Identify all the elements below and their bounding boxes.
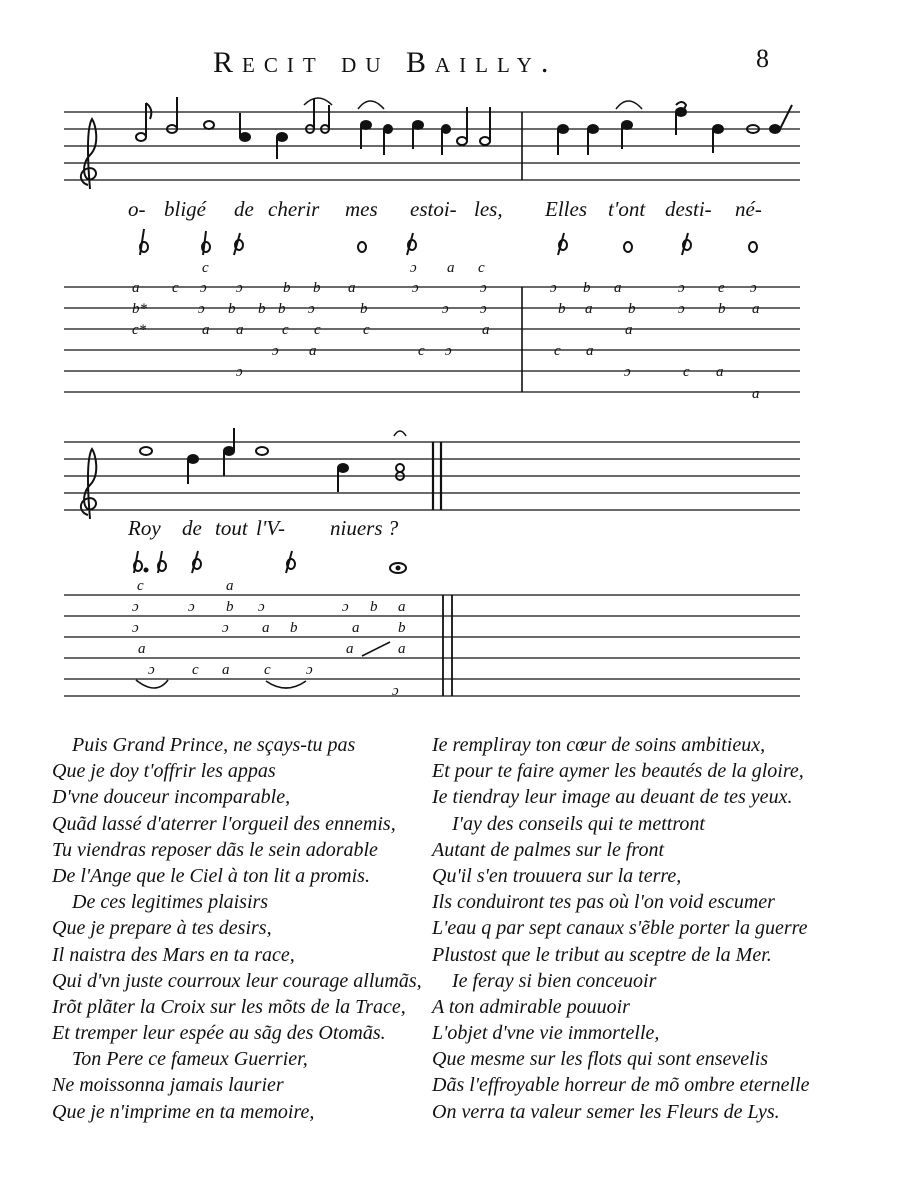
svg-text:b: b <box>283 280 291 296</box>
svg-text:c: c <box>172 280 179 296</box>
svg-text:ɔ: ɔ <box>480 301 487 317</box>
svg-text:a: a <box>447 260 455 276</box>
svg-text:a: a <box>625 322 633 338</box>
svg-text:c: c <box>202 260 209 276</box>
svg-text:ɔ: ɔ <box>342 599 349 615</box>
verse-line: Il naistra des Mars en ta race, <box>52 943 295 966</box>
svg-text:a: a <box>752 301 760 317</box>
svg-text:a: a <box>346 641 354 657</box>
verse-line: Que je prepare à tes desirs, <box>52 917 272 940</box>
voice-staff-1 <box>0 85 898 195</box>
verse-line: Et pour te faire aymer les beautés de la gloire, <box>432 760 804 783</box>
verse-line: Ton Pere ce fameux Guerrier, <box>72 1048 308 1071</box>
lyrics-line-2 <box>0 516 898 542</box>
svg-text:a: a <box>226 578 234 594</box>
svg-text:b*: b* <box>132 301 147 317</box>
svg-text:a: a <box>132 280 140 296</box>
svg-text:c: c <box>264 662 271 678</box>
lute-tablature-1 <box>0 225 898 405</box>
voice-staff-2 <box>0 420 898 530</box>
svg-text:a: a <box>716 364 724 380</box>
lyric-syllable: niuers ? <box>330 516 399 540</box>
svg-text:b: b <box>258 301 266 317</box>
svg-text:b: b <box>360 301 368 317</box>
svg-text:ɔ: ɔ <box>236 364 243 380</box>
svg-text:a: a <box>309 343 317 359</box>
svg-text:a: a <box>262 620 270 636</box>
verse-line: Que mesme sur les flots qui sont ensevelis <box>432 1048 769 1071</box>
svg-text:ɔ: ɔ <box>410 260 417 276</box>
verse-line: A ton admirable pouuoir <box>432 995 630 1018</box>
lyric-syllable: tout <box>215 516 248 540</box>
svg-text:b: b <box>718 301 726 317</box>
svg-text:a: a <box>202 322 210 338</box>
svg-text:a: a <box>752 386 760 402</box>
svg-text:ɔ: ɔ <box>236 280 243 296</box>
lyric-syllable: estoi- <box>410 197 457 221</box>
svg-text:a: a <box>222 662 230 678</box>
svg-text:a: a <box>236 322 244 338</box>
svg-text:ɔ: ɔ <box>442 301 449 317</box>
svg-text:e: e <box>718 280 725 296</box>
lyric-syllable: mes <box>345 197 378 221</box>
svg-text:ɔ: ɔ <box>222 620 229 636</box>
svg-text:b: b <box>290 620 298 636</box>
svg-text:b: b <box>628 301 636 317</box>
lyric-syllable: de <box>182 516 202 540</box>
svg-text:ɔ: ɔ <box>200 280 207 296</box>
svg-text:c: c <box>683 364 690 380</box>
verse-line: Quãd lassé d'aterrer l'orgueil des ennemis, <box>52 812 396 835</box>
svg-text:ɔ: ɔ <box>188 599 195 615</box>
verse-line: L'eau q par sept canaux s'ẽble porter la guerre <box>432 917 808 940</box>
verse-line: L'objet d'vne vie immortelle, <box>432 1022 660 1045</box>
running-header <box>0 44 898 84</box>
svg-text:ɔ: ɔ <box>148 662 155 678</box>
svg-text:ɔ: ɔ <box>412 280 419 296</box>
svg-text:c: c <box>554 343 561 359</box>
lyric-syllable: Roy <box>128 516 161 540</box>
lyric-syllable: o- <box>128 197 146 221</box>
svg-text:c*: c* <box>132 322 147 338</box>
svg-text:ɔ: ɔ <box>678 301 685 317</box>
verse-line: Ils conduiront tes pas où l'on void escumer <box>432 891 775 914</box>
svg-text:ɔ: ɔ <box>392 683 399 699</box>
svg-text:c: c <box>137 578 144 594</box>
lyric-syllable: de <box>234 197 254 221</box>
svg-text:ɔ: ɔ <box>132 620 139 636</box>
svg-text:ɔ: ɔ <box>678 280 685 296</box>
svg-text:a: a <box>138 641 146 657</box>
verse-line: Ie tiendray leur image au deuant de tes yeux. <box>432 786 793 809</box>
verse-line: Ie rempliray ton cœur de soins ambitieux, <box>432 734 766 756</box>
lyric-syllable: l'V- <box>256 516 285 540</box>
svg-text:ɔ: ɔ <box>550 280 557 296</box>
svg-text:ɔ: ɔ <box>445 343 452 359</box>
lyric-syllable: bligé <box>164 197 206 221</box>
verse-line: On verra ta valeur semer les Fleurs de Lys. <box>432 1100 780 1123</box>
verse-line: Ie feray si bien conceuoir <box>452 969 657 992</box>
lyric-syllable: les, <box>474 197 503 221</box>
svg-text:b: b <box>583 280 591 296</box>
lyric-syllable: né- <box>735 197 762 221</box>
verse-line: Plustost que le tribut au sceptre de la Mer. <box>432 943 772 966</box>
svg-text:a: a <box>482 322 490 338</box>
verse-line: De ces legitimes plaisirs <box>72 891 269 914</box>
svg-text:ɔ: ɔ <box>258 599 265 615</box>
svg-text:b: b <box>370 599 378 615</box>
svg-text:a: a <box>352 620 360 636</box>
verse-column-right <box>432 732 810 1125</box>
svg-text:c: c <box>363 322 370 338</box>
svg-text:ɔ: ɔ <box>624 364 631 380</box>
verse-line: Qu'il s'en trouuera sur la terre, <box>432 864 682 887</box>
lyric-syllable: t'ont <box>608 197 646 221</box>
verse-line: D'vne douceur incomparable, <box>52 786 291 809</box>
verse-line: Tu viendras reposer dãs le sein adorable <box>52 838 378 861</box>
verse-line: I'ay des conseils qui te mettront <box>452 812 705 835</box>
page-number: 8 <box>756 44 769 73</box>
svg-text:a: a <box>586 343 594 359</box>
lyric-syllable: cherir <box>268 197 320 221</box>
verse-line: Irõt plãter la Croix sur les mõts de la Trace, <box>52 995 406 1018</box>
svg-text:c: c <box>478 260 485 276</box>
svg-text:a: a <box>585 301 593 317</box>
lyrics-line-1 <box>0 197 898 223</box>
svg-text:ɔ: ɔ <box>306 662 313 678</box>
page-title: Recit du Bailly. <box>213 46 558 79</box>
svg-text:c: c <box>418 343 425 359</box>
svg-text:a: a <box>614 280 622 296</box>
svg-text:c: c <box>282 322 289 338</box>
svg-text:ɔ: ɔ <box>198 301 205 317</box>
lyric-syllable: Elles <box>545 197 587 221</box>
verse-line: Dãs l'effroyable horreur de mõ ombre eternelle <box>432 1074 810 1097</box>
verse-line: Que je n'imprime en ta memoire, <box>52 1100 315 1123</box>
svg-text:a: a <box>398 599 406 615</box>
svg-text:c: c <box>192 662 199 678</box>
svg-text:b: b <box>398 620 406 636</box>
svg-text:ɔ: ɔ <box>272 343 279 359</box>
svg-text:c: c <box>314 322 321 338</box>
lute-tablature-2 <box>0 540 898 700</box>
svg-text:b: b <box>278 301 286 317</box>
svg-text:a: a <box>348 280 356 296</box>
svg-text:a: a <box>398 641 406 657</box>
verse-line: Puis Grand Prince, ne sçays-tu pas <box>72 734 356 756</box>
verse-line: Que je doy t'offrir les appas <box>52 760 276 783</box>
verse-line: Et tremper leur espée au sãg des Otomãs. <box>52 1022 386 1045</box>
svg-text:b: b <box>226 599 234 615</box>
verse-column-left <box>52 732 422 1125</box>
svg-text:b: b <box>313 280 321 296</box>
svg-text:b: b <box>228 301 236 317</box>
verse-line: De l'Ange que le Ciel à ton lit a promis. <box>52 864 370 887</box>
svg-text:b: b <box>558 301 566 317</box>
svg-text:ɔ: ɔ <box>132 599 139 615</box>
verse-line: Autant de palmes sur le front <box>432 838 665 861</box>
svg-text:ɔ: ɔ <box>480 280 487 296</box>
svg-text:ɔ: ɔ <box>750 280 757 296</box>
lyric-syllable: desti- <box>665 197 712 221</box>
verse-line: Qui d'vn juste courroux leur courage allumãs, <box>52 969 422 992</box>
verse-line: Ne moissonna jamais laurier <box>52 1074 284 1097</box>
svg-text:ɔ: ɔ <box>308 301 315 317</box>
